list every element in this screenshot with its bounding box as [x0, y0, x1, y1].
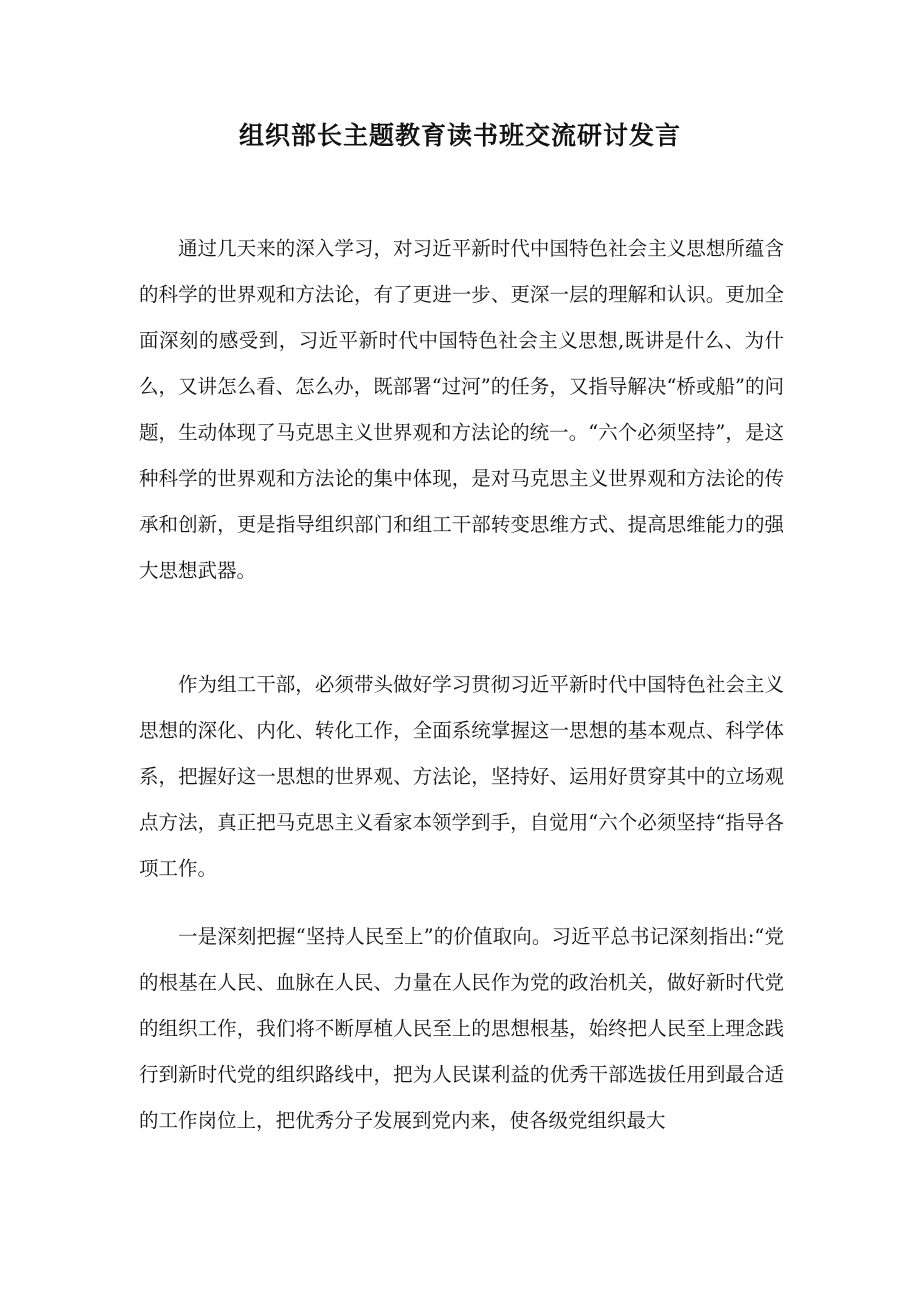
paragraph-2: 作为组工干部，必须带头做好学习贯彻习近平新时代中国特色社会主义思想的深化、内化、转化工作，全面系统掌握这一思想的基本观点、科学体系，把握好这一思想的世界观、方法论，坚持好、运用好贯穿其中的立场观点方法，真正把马克思主义看家本领学到手，自觉用“六个必须坚持“指导各项工作。 [139, 673, 784, 880]
paragraph-3: 一是深刻把握“坚持人民至上”的价值取向。习近平总书记深刻指出:“党的根基在人民、血脉在人民、力量在人民作为党的政治机关，做好新时代党的组织工作，我们将不断厚植人民至上的思想根基，始终把人民至上理念践行到新时代党的组织路线中，把为人民谋利益的优秀干部选拔任用到最合适的工作岗位上，把优秀分子发展到党内来，使各级党组织最大 [139, 925, 784, 1132]
paragraph-1: 通过几天来的深入学习，对习近平新时代中国特色社会主义思想所蕴含的科学的世界观和方法论，有了更进一步、更深一层的理解和认识。更加全面深刻的感受到，习近平新时代中国特色社会主义思想,既讲是什么、为什么，又讲怎么看、怎么办，既部署“过河”的任务，又指导解决“桥或船”的问题，生动体现了马克思主义世界观和方法论的统一。“六个必须坚持”，是这种科学的世界观和方法论的集中体现，是对马克思主义世界观和方法论的传承和创新，更是指导组织部门和组工干部转变思维方式、提高思维能力的强大思想武器。 [139, 237, 784, 582]
document-title: 组织部长主题教育读书班交流研讨发言 [238, 121, 681, 150]
